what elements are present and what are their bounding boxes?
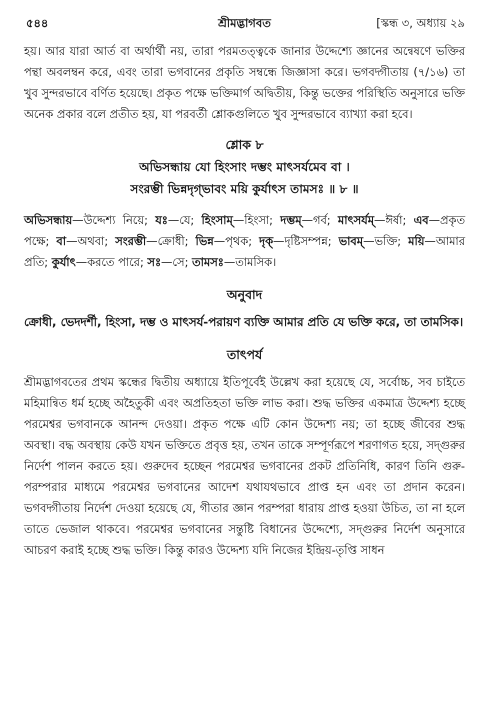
- word-term: কুর্যাৎ: [51, 255, 76, 269]
- word-term: বা: [56, 234, 67, 248]
- page-header: [24, 12, 465, 34]
- word-term: দম্ভম্: [280, 213, 302, 227]
- word-term: এব: [413, 213, 429, 227]
- word-meaning: —উদ্দেশ্য নিয়ে;: [72, 213, 156, 227]
- word-meaning: —তামসিক।: [223, 255, 277, 269]
- word-meaning: —প্রকৃত পক্ষে;: [24, 213, 465, 248]
- word-meanings: [24, 210, 465, 273]
- word-term: মাৎসর্যম্: [337, 213, 375, 227]
- word-term: ময়ি: [408, 234, 425, 248]
- verse-block: [24, 134, 465, 200]
- purport-text: শ্রীমদ্ভাগবতের প্রথম স্কন্ধের দ্বিতীয় অধ্যায়ে ইতিপূর্বেই উল্লেখ করা হয়েছে যে, সর্বোচ্চ, সব চাইতে মহিমান্বিত ধর্ম হচ্ছে অহৈতুকী এবং অপ্রতিহতা ভক্তি লাভ করা। শুদ্ধ ভক্তির একমাত্র উদ্দেশ্য হচ্ছে পরমেশ্বর ভগবানকে আনন্দ দেওয়া। প্রকৃত পক্ষে এটি কোন উদ্দেশ্য নয়; তা হচ্ছে জীবের শুদ্ধ অবস্থা। বদ্ধ অবস্থায় কেউ যখন ভক্তিতে প্রবৃত্ত হয়, তখন তাকে সম্পূর্ণরূপে শরণাগত হয়ে, সদ্গুরুর নির্দেশ পালন করতে হয়। গুরুদেব হচ্ছেন পরমেশ্বর ভগবানের প্রকট প্রতিনিধি, কারণ তিনি গুরু-পরম্পরার মাধ্যমে পরমেশ্বর ভগবানের আদেশ যথাযথভাবে প্রাপ্ত হন এবং তা প্রদান করেন। ভগবদ্গীতায় নির্দেশ দেওয়া হয়েছে যে, গীতার জ্ঞান পরম্পরা ধারায় প্রাপ্ত হওয়া উচিত, তা না হলে তাতে ভেজাল থাকবে। পরমেশ্বর ভগবানের সন্তুষ্টি বিধানের উদ্দেশ্যে, সদ্গুরুর নির্দেশ অনুসারে আচরণ করাই হচ্ছে শুদ্ধ ভক্তি। কিন্তু কারও উদ্দেশ্য যদি নিজের ইন্দ্রিয়-তৃপ্তি সাধন: [24, 375, 465, 557]
- verse-line-2: সংরম্ভী ভিন্নদৃগ্ভাবং ময়ি কুর্যাৎস তামসঃ ॥ ৮ ॥: [130, 182, 359, 196]
- word-meaning: —ক্রোধী;: [146, 234, 196, 248]
- purport-heading: তাৎপর্য: [226, 347, 263, 362]
- word-meaning: —আমার প্রতি;: [24, 234, 465, 269]
- word-term: তামসঃ: [192, 255, 224, 269]
- word-meaning: —পৃথক;: [213, 234, 260, 248]
- book-title: শ্রীমদ্ভাগবত: [218, 16, 271, 30]
- word-term: দৃক্: [259, 234, 274, 248]
- verse-line-1: অভিসন্ধায় যো হিংসাং দম্ভং মাৎসর্যমেব বা ।: [139, 160, 350, 174]
- page-number: ৫৪৪: [26, 16, 49, 30]
- word-meaning: —গর্ব;: [301, 213, 338, 227]
- word-meaning: —করতে পারে;: [75, 255, 148, 269]
- translation-text: ক্রোধী, ভেদদর্শী, হিংসা, দম্ভ ও মাৎসর্য-পরায়ণ ব্যক্তি আমার প্রতি যে ভক্তি করে, তা তামসিক।: [24, 315, 464, 329]
- word-meaning: —যে;: [167, 213, 202, 227]
- word-meaning: —সে;: [161, 255, 193, 269]
- word-term: সঃ: [147, 255, 162, 269]
- word-term: যঃ: [155, 213, 168, 227]
- translation-section: [24, 284, 465, 333]
- purport-section: [24, 344, 465, 561]
- word-meaning: —হিংসা;: [232, 213, 281, 227]
- word-term: হিংসাম্: [201, 213, 233, 227]
- word-meaning: —অথবা;: [66, 234, 116, 248]
- word-meaning: —ভক্তি;: [363, 234, 409, 248]
- verse-heading: শ্লোক ৮: [225, 137, 264, 152]
- word-term: অভিসন্ধায়: [24, 213, 73, 227]
- chapter-reference: [স্কন্ধ ৩, অধ্যায় ২৯: [376, 16, 465, 30]
- word-meaning: —ঈর্ষা;: [374, 213, 414, 227]
- word-term: ভিন্ন: [195, 234, 214, 248]
- translation-heading: অনুবাদ: [226, 287, 263, 302]
- word-term: সংরম্ভী: [115, 234, 147, 248]
- word-term: ভাবম্: [338, 234, 364, 248]
- intro-paragraph: হয়। আর যারা আর্ত বা অর্থার্থী নয়, তারা পরমতত্ত্বকে জানার উদ্দেশ্যে জ্ঞানের অন্বেষণে ভক্তির পন্থা অবলম্বন করে, এবং তারা ভগবানের প্রকৃতি সম্বন্ধে জিজ্ঞাসা করে। ভগবদ্গীতায় (৭/১৬) তা খুব সুন্দরভাবে বর্ণিত হয়েছে। প্রকৃত পক্ষে ভক্তিমার্গ অদ্বিতীয়, কিন্তু ভক্তের পরিস্থিতি অনুসারে ভক্তি অনেক প্রকার বলে প্রতীত হয়, যা পরবর্তী শ্লোকগুলিতে খুব সুন্দরভাবে ব্যাখ্যা করা হবে।: [24, 44, 465, 121]
- word-meaning: —দৃষ্টিসম্পন্ন;: [273, 234, 339, 248]
